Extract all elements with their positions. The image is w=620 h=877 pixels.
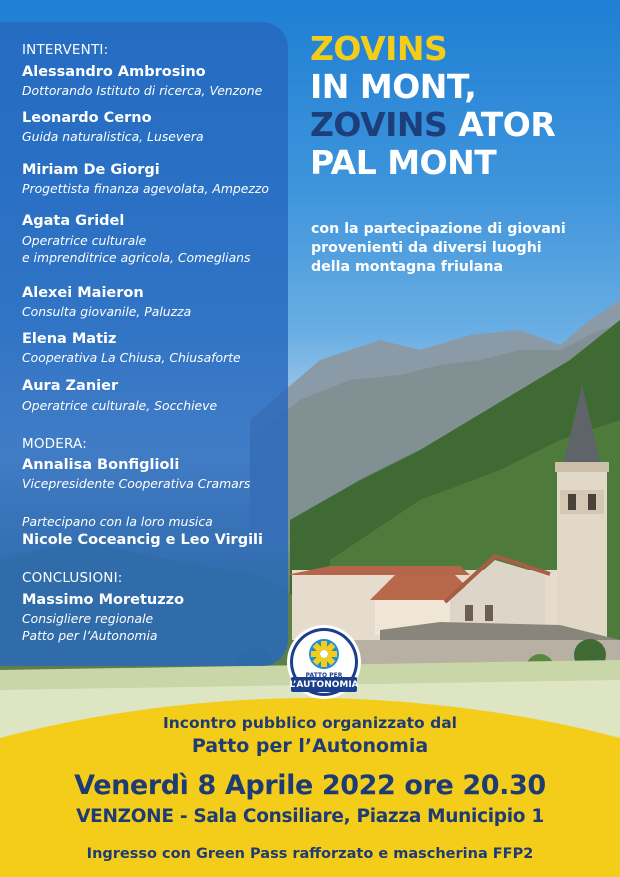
organized-by-text: Incontro pubblico organizzato dal [163, 714, 457, 732]
speaker-role: e imprenditrice agricola, Comeglians [22, 250, 251, 265]
conclusion-speaker-name: Massimo Moretuzzo [22, 592, 185, 608]
poster-subtitle [311, 220, 611, 277]
subtitle-line: della montagna friulana [311, 259, 504, 275]
speaker-role: Guida naturalistica, Lusevera [22, 129, 204, 144]
musicians-names: Nicole Coceancig e Leo Virgili [22, 532, 263, 548]
speaker-role: Consulta giovanile, Paluzza [22, 304, 192, 319]
entry-requirements: Ingresso con Green Pass rafforzato e mascherina FFP2 [86, 846, 534, 862]
conclusion-speaker-role: Consigliere regionale [22, 611, 154, 626]
conclusioni-heading: CONCLUSIONI: [22, 570, 123, 586]
subtitle-line: con la partecipazione di giovani [311, 221, 566, 237]
speaker-name: Miriam De Giorgi [22, 162, 160, 178]
speaker-name: Agata Gridel [22, 213, 125, 229]
speaker-role: Operatrice culturale, Socchieve [22, 398, 218, 413]
speaker-name: Alessandro Ambrosino [22, 64, 206, 80]
speaker-name: Alexei Maieron [22, 285, 144, 301]
title-line: IN MONT, [310, 67, 477, 106]
interventi-heading: INTERVENTI: [22, 42, 109, 58]
speaker-role: Dottorando Istituto di ricerca, Venzone [22, 83, 263, 98]
event-datetime: Venerdì 8 Aprile 2022 ore 20.30 [74, 770, 546, 801]
title-line: ZOVINS [310, 29, 448, 68]
title-word: ZOVINS [310, 105, 448, 144]
speaker-role: Progettista finanza agevolata, Ampezzo [22, 181, 269, 196]
speaker-name: Elena Matiz [22, 331, 117, 347]
speaker-name: Aura Zanier [22, 378, 119, 394]
moderator-name: Annalisa Bonfiglioli [22, 457, 180, 473]
title-line: PAL MONT [310, 143, 497, 182]
speaker-role: Operatrice culturale [22, 233, 147, 248]
event-info [0, 698, 620, 877]
poster-title [310, 30, 615, 182]
music-intro: Partecipano con la loro musica [22, 514, 213, 529]
title-line [310, 106, 615, 144]
title-word: ATOR [447, 105, 556, 144]
logo-text-bottom: L’AUTONOMIA [289, 680, 359, 690]
event-venue: VENZONE - Sala Consiliare, Piazza Municipio 1 [76, 806, 544, 827]
moderator-role: Vicepresidente Cooperativa Cramars [22, 476, 251, 491]
conclusion-speaker-role: Patto per l’Autonomia [22, 628, 158, 643]
speaker-role: Cooperativa La Chiusa, Chiusaforte [22, 350, 241, 365]
organizer-name: Patto per l’Autonomia [191, 735, 429, 757]
logo-text-top: PATTO PER [305, 672, 343, 679]
speaker-name: Leonardo Cerno [22, 110, 152, 126]
modera-heading: MODERA: [22, 436, 87, 452]
subtitle-line: provenienti da diversi luoghi [311, 240, 542, 256]
